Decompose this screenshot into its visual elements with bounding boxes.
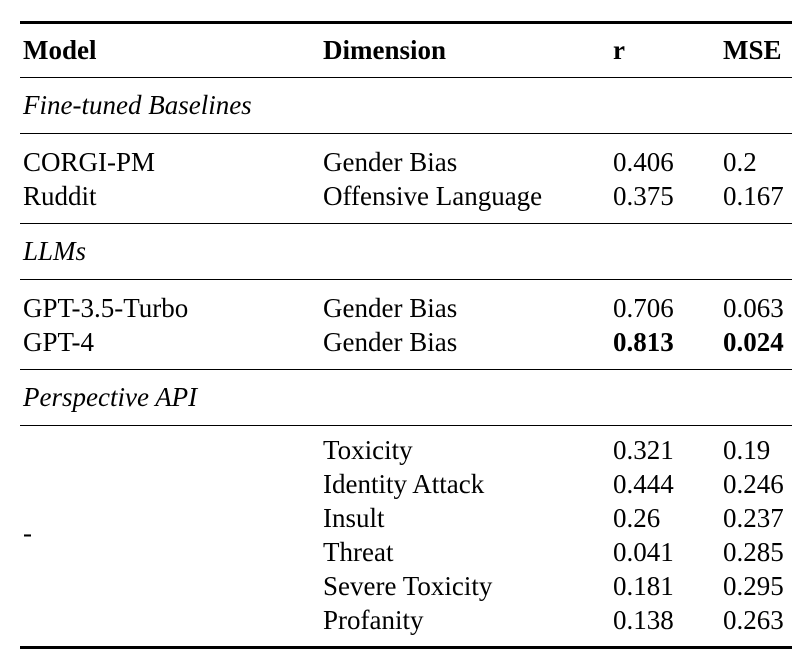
- cell-mse: 0.263: [723, 605, 784, 635]
- cell-mse: 0.246: [723, 469, 784, 499]
- bottom-rule: [20, 646, 792, 649]
- table-row: [20, 145, 792, 179]
- section-body-llms: [20, 280, 792, 369]
- results-table: [20, 21, 792, 649]
- cell-dimension: Gender Bias: [323, 293, 458, 323]
- cell-dimension: Toxicity: [323, 435, 413, 465]
- section-title-perspective: [20, 370, 792, 425]
- cell-model: -: [23, 518, 32, 548]
- cell-mse: 0.237: [723, 503, 784, 533]
- header-row: [20, 24, 792, 77]
- cell-mse: 0.285: [723, 537, 784, 567]
- cell-r: 0.041: [613, 537, 674, 567]
- cell-model: GPT-4: [23, 327, 95, 357]
- section-label: LLMs: [23, 236, 87, 266]
- header-mse: MSE: [723, 35, 782, 65]
- header-dimension: Dimension: [323, 35, 447, 65]
- cell-r: 0.138: [613, 605, 674, 635]
- table-row: [20, 433, 792, 467]
- cell-dimension: Identity Attack: [323, 469, 485, 499]
- table-row: [20, 325, 792, 359]
- section-title-finetuned: [20, 78, 792, 133]
- table-row: [20, 291, 792, 325]
- table-row: [20, 603, 792, 637]
- cell-mse: 0.295: [723, 571, 784, 601]
- cell-r: 0.321: [613, 435, 674, 465]
- table-row: [20, 501, 792, 535]
- cell-mse-best: 0.024: [723, 327, 784, 357]
- section-label: Fine-tuned Baselines: [23, 90, 252, 120]
- cell-r: 0.181: [613, 571, 674, 601]
- cell-model: GPT-3.5-Turbo: [23, 293, 189, 323]
- cell-dimension: Gender Bias: [323, 147, 458, 177]
- table-row: [20, 467, 792, 501]
- cell-model: Ruddit: [23, 181, 97, 211]
- cell-mse: 0.063: [723, 293, 784, 323]
- section-title-llms: [20, 224, 792, 279]
- table-row: [20, 179, 792, 213]
- cell-r: 0.375: [613, 181, 674, 211]
- cell-r: 0.706: [613, 293, 674, 323]
- header-model: Model: [23, 35, 97, 65]
- cell-model: CORGI-PM: [23, 147, 156, 177]
- section-body-perspective: [20, 426, 792, 646]
- cell-r-best: 0.813: [613, 327, 674, 357]
- cell-mse: 0.19: [723, 435, 771, 465]
- cell-dimension: Insult: [323, 503, 385, 533]
- cell-r: 0.444: [613, 469, 674, 499]
- cell-dimension: Threat: [323, 537, 394, 567]
- table-row: [20, 569, 792, 603]
- cell-mse: 0.2: [723, 147, 757, 177]
- cell-mse: 0.167: [723, 181, 784, 211]
- table-row: [20, 535, 792, 569]
- section-body-finetuned: [20, 134, 792, 223]
- cell-r: 0.406: [613, 147, 674, 177]
- cell-dimension: Severe Toxicity: [323, 571, 493, 601]
- header-r: r: [613, 35, 625, 65]
- cell-dimension: Offensive Language: [323, 181, 543, 211]
- section-label: Perspective API: [23, 382, 198, 412]
- cell-dimension: Gender Bias: [323, 327, 458, 357]
- cell-r: 0.26: [613, 503, 661, 533]
- cell-dimension: Profanity: [323, 605, 424, 635]
